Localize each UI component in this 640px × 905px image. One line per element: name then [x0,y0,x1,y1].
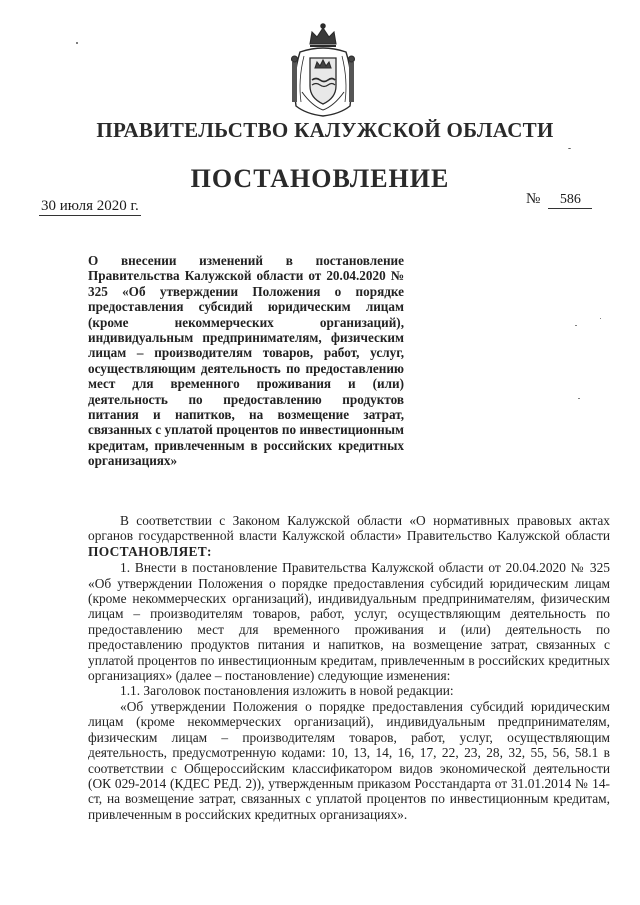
item-1-paragraph: 1. Внести в постановление Правительства Калужской области от 20.04.2020 № 325 «Об утверждении Положения о порядке предоставления субсидий юридическим лицам (кроме некоммерческих организаций), индивидуальным предпринимателям, физическим лицам – производителям товаров, работ, услуг, осуществляющим деятельность по предоставлению мест для временного проживания и (или) деятельность по предоставлению продуктов питания и напитков, на возмещение затрат, связанных с уплатой процентов по инвестиционным кредитам, привлеченным в российских кредитных организациях» (далее – постановление) следующие изменения: [88,560,610,684]
document-number [526,191,592,209]
scan-speck [600,318,601,319]
scan-speck [578,398,580,399]
scan-speck [568,148,571,149]
document-date: 30 июля 2020 г. [41,198,139,214]
document-type-title: ПОСТАНОВЛЕНИЕ [190,164,450,193]
government-name: ПРАВИТЕЛЬСТВО КАЛУЖСКОЙ ОБЛАСТИ [96,118,554,142]
coat-of-arms-icon [286,22,360,120]
number-label: № [526,191,541,207]
preamble-text: В соответствии с Законом Калужской области «О нормативных правовых актах органов государственной власти Калужской области» Правительство Калужской области [88,513,610,544]
number-value: 586 [548,192,592,209]
scan-speck [76,42,78,44]
item-1-1-paragraph: 1.1. Заголовок постановления изложить в новой редакции: [120,683,454,699]
resolves-word: ПОСТАНОВЛЯЕТ: [88,543,212,559]
scan-speck [575,325,577,326]
preamble-paragraph [88,513,610,559]
quoted-title-paragraph: «Об утверждении Положения о порядке предоставления субсидий юридическим лицам (кроме некоммерческих организаций), индивидуальным предпринимателям, физическим лицам – производителям товаров, работ, услуг, осуществляющим деятельность, предусмотренную кодами: 10, 13, 14, 16, 17, 22, 23, 28, 32, 55, 56, 58.1 в соответствии с Общероссийским классификатором видов экономической деятельности (ОК 029-2014 (КДЕС РЕД. 2)), утвержденным приказом Росстандарта от 31.01.2014 № 14-ст, на возмещение затрат, связанных с уплатой процентов по инвестиционным кредитам, привлеченным в российских кредитных организациях». [88,698,610,822]
document-subject: О внесении изменений в постановление Правительства Калужской области от 20.04.2020 № 325 «Об утверждении Положения о порядке предоставления субсидий юридическим лицам (кроме некоммерческих организаций), индивидуальным предпринимателям, физическим лицам – производителям товаров, работ, услуг, осуществляющим деятельность по предоставлению мест для временного проживания и (или) деятельность по предоставлению продуктов питания и напитков, на возмещение затрат, связанных с уплатой процентов по инвестиционным кредитам, привлеченным в российских кредитных организациях» [88,253,404,469]
document-body [88,513,610,822]
